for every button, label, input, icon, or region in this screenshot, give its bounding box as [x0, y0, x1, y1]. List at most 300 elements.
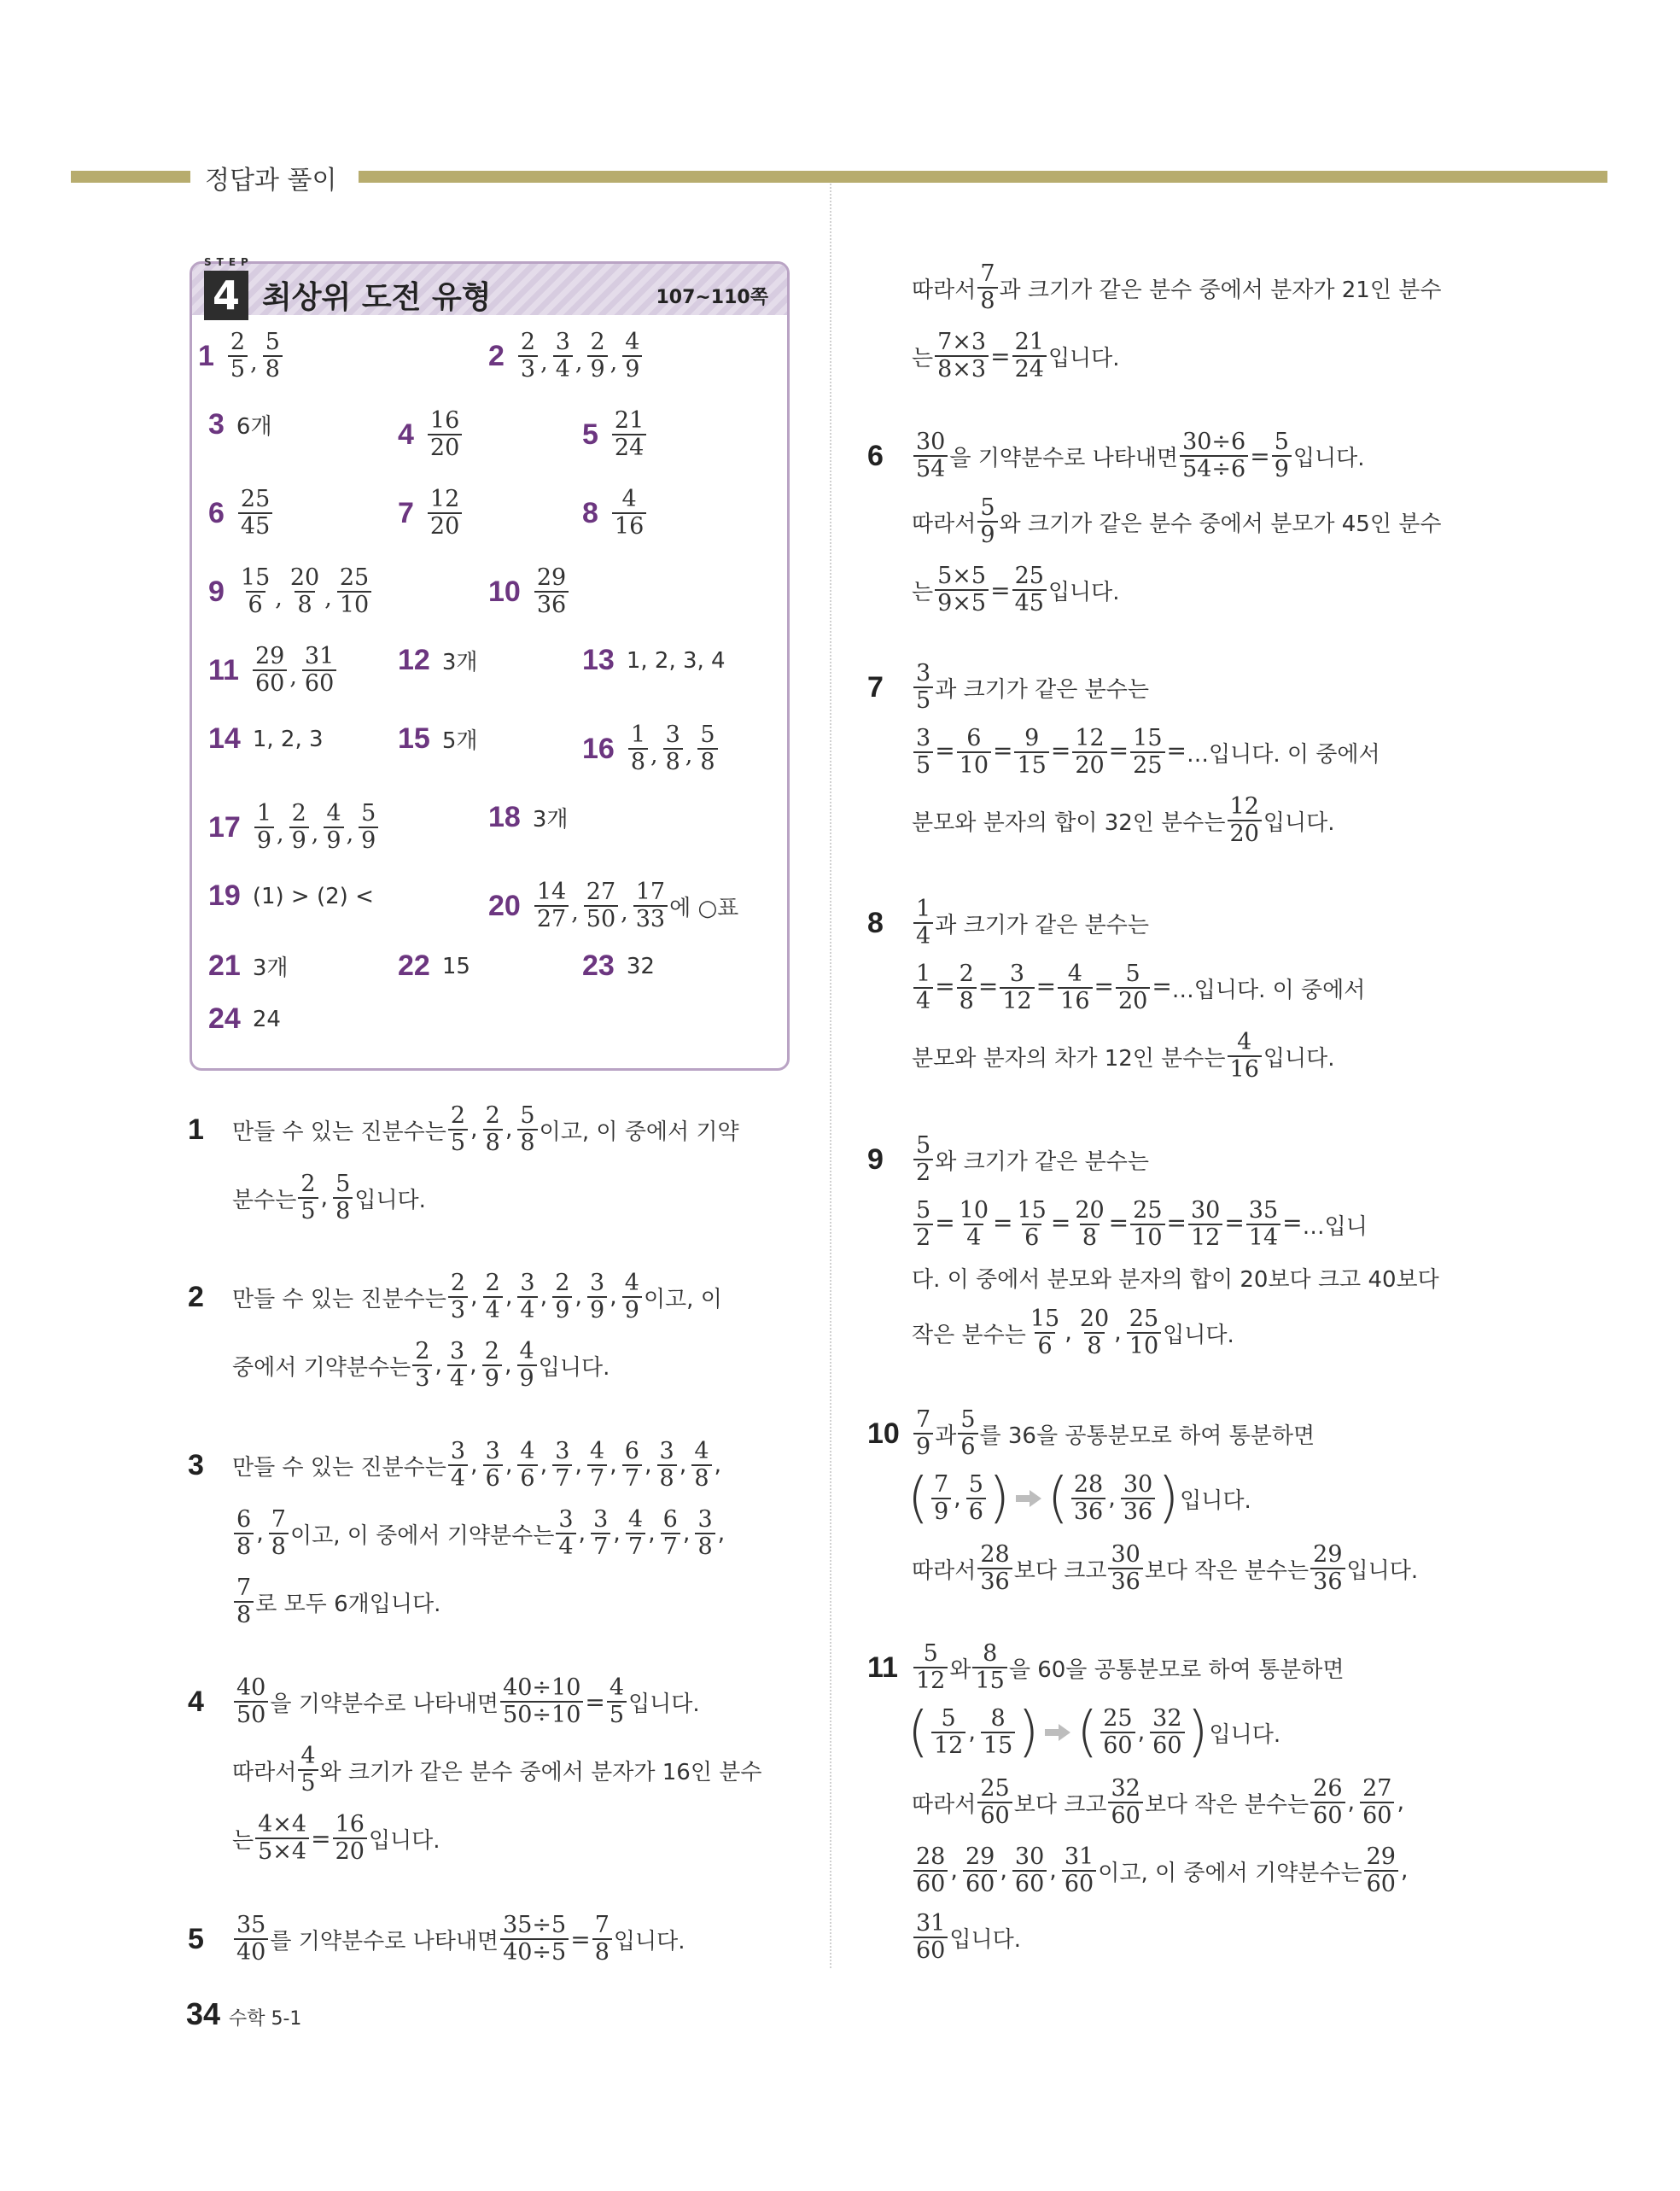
fraction-list — [1011, 330, 1048, 383]
expression-fraction: $\frac{40\div 10}{50\div 10}$ — [500, 1675, 583, 1728]
fraction: $\frac{3}{9}$ — [587, 1271, 607, 1323]
fraction: $\frac{7}{9}$ — [931, 1472, 951, 1525]
step-number: 4 — [212, 272, 240, 318]
fraction: $\frac{5}{12}$ — [913, 1641, 948, 1694]
solution-5-line-3: 는 $\frac{7\times 3}{8\times 3}$ = $\frac{21}{24}$ 입니다. — [912, 329, 1120, 383]
fraction: $\frac{5}{6}$ — [958, 1407, 977, 1460]
solution-5-line-2 — [912, 261, 1441, 314]
fraction: $\frac{2}{3}$ — [518, 330, 538, 383]
answer-12 — [398, 644, 478, 677]
fraction: $\frac{3}{7}$ — [591, 1507, 610, 1560]
fraction: $\frac{5}{8}$ — [517, 1103, 537, 1156]
solution-number: 6 — [867, 439, 884, 472]
solution-text: 와 — [949, 1656, 971, 1683]
fraction-list — [1011, 564, 1048, 616]
fraction: $\frac{7}{8}$ — [234, 1575, 254, 1628]
answer-number: 5 — [582, 418, 598, 451]
expression-fraction: $\frac{4\times 4}{5\times 4}$ — [255, 1812, 309, 1865]
answer-text: 5개 — [441, 728, 478, 754]
expression-fraction: $\frac{5\times 5}{9\times 5}$ — [935, 564, 989, 616]
answer-text: 15 — [441, 953, 470, 979]
fraction-list — [1226, 1030, 1263, 1083]
fraction-list — [232, 1913, 270, 1966]
solution-10-line-3 — [912, 1542, 1418, 1595]
solution-text: 는 — [912, 345, 934, 371]
fraction: $\frac{8}{15}$ — [972, 1641, 1006, 1694]
fraction: $\frac{15}{6}$ — [1030, 1306, 1060, 1359]
fraction: $\frac{3}{6}$ — [483, 1439, 503, 1492]
fraction: $\frac{2}{8}$ — [957, 961, 977, 1014]
step-label: STEP — [204, 256, 254, 268]
fraction: $\frac{26}{60}$ — [1310, 1776, 1345, 1829]
answer-19 — [208, 879, 374, 913]
solution-text: 입니다. — [1346, 1557, 1419, 1584]
fraction-list — [976, 261, 999, 314]
answer-9: 9 $\frac{15}{6}$ , $\frac{20}{8}$ , $\frac{25}{10}$ — [208, 565, 373, 618]
fraction: $\frac{9}{15}$ — [1014, 726, 1048, 779]
answer-22 — [398, 949, 470, 983]
fraction: $\frac{4}{6}$ — [517, 1439, 537, 1492]
answer-number: 15 — [398, 722, 430, 755]
answer-number: 3 — [208, 408, 225, 441]
solution-text: 이고, 이 중에서 기약분수는 — [289, 1522, 555, 1549]
answer-7 — [398, 487, 464, 540]
fraction: $\frac{3}{5}$ — [913, 726, 933, 779]
step-title: 최상위 도전 유형 — [262, 280, 492, 315]
fraction-list — [912, 1911, 949, 1964]
solution-text: 만들 수 있는 진분수는 — [232, 1454, 446, 1481]
solution-text: 입니다. — [613, 1928, 685, 1954]
solution-text: 다. 이 중에서 분모와 분자의 합이 20보다 크고 40보다 — [912, 1267, 1439, 1293]
answer-15 — [398, 722, 478, 756]
answer-number: 1 — [198, 339, 214, 372]
fraction-list — [591, 1913, 614, 1966]
solution-8-line-1 — [867, 896, 1150, 949]
fraction: $\frac{15}{6}$ — [240, 564, 271, 618]
fraction-list — [331, 1812, 369, 1865]
solution-9-line-4 — [912, 1306, 1234, 1359]
fraction: $\frac{25}{45}$ — [1012, 564, 1047, 616]
solution-text: 따라서 — [912, 277, 977, 303]
fraction: $\frac{1}{4}$ — [913, 897, 933, 949]
answer-text: (1) > (2) < — [252, 883, 374, 909]
solution-11-line-5 — [912, 1911, 1021, 1964]
solution-9-line-3 — [912, 1262, 1439, 1294]
fraction: $\frac{2}{8}$ — [483, 1103, 503, 1156]
solution-text: 과 크기가 같은 분수는 — [935, 912, 1150, 938]
answer-8 — [582, 487, 648, 540]
fraction-list — [912, 1407, 935, 1460]
fraction: $\frac{2}{9}$ — [482, 1339, 502, 1392]
fraction-list — [1270, 429, 1293, 482]
fraction: $\frac{2}{5}$ — [298, 1171, 318, 1224]
solution-11-line-4 — [912, 1844, 1412, 1897]
book-title: 수학 5-1 — [229, 2008, 302, 2030]
solution-number: 9 — [867, 1142, 884, 1176]
solution-text: 와 크기가 같은 분수 중에서 분모가 45인 분수 — [999, 511, 1442, 537]
fraction-list: $\frac{6}{8}$ , $\frac{7}{8}$ — [232, 1507, 290, 1560]
fraction: $\frac{25}{60}$ — [1100, 1706, 1135, 1759]
answer-text: 1, 2, 3, 4 — [626, 647, 726, 674]
solution-3-line-2 — [232, 1507, 728, 1560]
fraction: $\frac{7}{9}$ — [913, 1407, 933, 1460]
answer-number: 8 — [582, 496, 598, 529]
fraction: $\frac{3}{5}$ — [913, 661, 933, 714]
fraction-list — [912, 897, 935, 949]
fraction: $\frac{20}{8}$ — [1075, 1197, 1105, 1251]
fraction: $\frac{29}{36}$ — [1310, 1542, 1345, 1595]
fraction: $\frac{27}{50}$ — [584, 879, 618, 932]
fraction-list: $\frac{2}{5}$ , $\frac{2}{8}$ , $\frac{5}{8}$ — [446, 1103, 540, 1156]
fraction: $\frac{3}{8}$ — [663, 722, 683, 775]
fraction: $\frac{5}{9}$ — [359, 801, 378, 854]
solution-text: 중에서 기약분수는 — [232, 1354, 411, 1381]
solution-6-line-1: 6 $\frac{30}{54}$ 을 기약분수로 나타내면 $\frac{30\div 6}{54\div 6}$ = $\frac{5}{9}$ 입니다. — [867, 429, 1365, 482]
answer-6 — [208, 487, 274, 540]
solution-text: 입니다. — [628, 1691, 700, 1717]
solution-text: …입니 — [1302, 1213, 1368, 1240]
solution-text: 입니다. — [1163, 1322, 1234, 1348]
fraction: $\frac{25}{45}$ — [238, 487, 272, 540]
solution-number: 4 — [188, 1685, 204, 1718]
solution-4-line-1: 4 $\frac{40}{50}$ 을 기약분수로 나타내면 $\frac{40\div 10}{50\div 10}$ = $\frac{4}{5}$ 입니다. — [188, 1674, 700, 1728]
fraction: $\frac{14}{27}$ — [534, 879, 569, 932]
solution-text: 따라서 — [912, 1791, 977, 1818]
answer-4 — [398, 408, 464, 461]
solution-2-line-1 — [188, 1270, 722, 1323]
solution-text: 입니다. — [1047, 345, 1120, 371]
fraction: $\frac{32}{60}$ — [1150, 1706, 1184, 1759]
fraction-list — [232, 1675, 270, 1728]
answer-number: 19 — [208, 879, 241, 912]
solution-text: 입니다. — [1292, 445, 1365, 471]
answer-18 — [488, 801, 569, 834]
solution-7-line-1 — [867, 660, 1150, 714]
fraction: $\frac{35}{40}$ — [234, 1913, 268, 1966]
solution-9-line-1 — [867, 1132, 1150, 1186]
answer-number: 10 — [488, 575, 521, 608]
fraction: $\frac{4}{8}$ — [691, 1439, 711, 1492]
fraction: $\frac{5}{9}$ — [1272, 429, 1292, 482]
fraction: $\frac{2}{9}$ — [587, 330, 607, 383]
fraction: $\frac{4}{16}$ — [1228, 1030, 1262, 1083]
answer-number: 23 — [582, 949, 615, 982]
solution-11-line-3 — [912, 1776, 1408, 1829]
fraction: $\frac{7}{8}$ — [269, 1507, 289, 1560]
fraction: $\frac{30}{60}$ — [1012, 1844, 1047, 1897]
answer-24 — [208, 1002, 281, 1036]
fraction: $\frac{4}{9}$ — [324, 801, 343, 854]
fraction: $\frac{3}{4}$ — [447, 1339, 467, 1392]
fraction: $\frac{4}{16}$ — [612, 487, 646, 540]
fraction-list — [976, 495, 999, 548]
answer-number: 4 — [398, 418, 414, 451]
expression-fraction: $\frac{7\times 3}{8\times 3}$ — [935, 330, 989, 383]
solution-text: 과 크기가 같은 분수 중에서 분자가 21인 분수 — [999, 277, 1442, 303]
fraction: $\frac{17}{33}$ — [633, 879, 668, 932]
column-divider — [830, 184, 831, 1968]
fraction: $\frac{10}{4}$ — [959, 1197, 989, 1251]
solution-text: 을 60을 공통분모로 하여 통분하면 — [1008, 1656, 1345, 1683]
answer-5 — [582, 408, 648, 461]
fraction: $\frac{4}{9}$ — [517, 1339, 537, 1392]
fraction-list: $\frac{15}{6}$ , $\frac{20}{8}$ , $\frac{25}{10}$ — [1026, 1306, 1163, 1359]
answer-suffix: 에 ○표 — [669, 895, 739, 921]
fraction: $\frac{25}{10}$ — [1130, 1198, 1164, 1251]
fraction: $\frac{30}{12}$ — [1188, 1198, 1222, 1251]
answer-10 — [488, 565, 570, 618]
answer-14 — [208, 722, 324, 756]
fraction: $\frac{3}{12}$ — [1000, 961, 1034, 1014]
solution-text: 이고, 이 중에서 기약분수는 — [1098, 1860, 1362, 1886]
fraction: $\frac{1}{8}$ — [628, 722, 648, 775]
fraction: $\frac{5}{6}$ — [966, 1472, 986, 1525]
solution-1-line-1 — [188, 1102, 739, 1156]
solution-text: 입니다. — [1263, 1045, 1335, 1072]
fraction-list — [1106, 1542, 1144, 1595]
fraction: $\frac{8}{15}$ — [981, 1706, 1015, 1759]
equivalent-chain: $\frac{5}{2}$ = $\frac{10}{4}$ = $\frac{15}{6}$ = $\frac{20}{8}$ = $\frac{25}{10}$ = $\frac{30}{12}$ = $\frac{35}{14}$ = — [912, 1198, 1303, 1251]
fraction-list: $\frac{28}{60}$ , $\frac{29}{60}$ , $\frac{30}{60}$ , $\frac{31}{60}$ — [912, 1844, 1098, 1897]
fraction: $\frac{5}{8}$ — [697, 722, 717, 775]
answer-number: 17 — [208, 810, 241, 844]
answer-number: 2 — [488, 339, 505, 372]
fraction: $\frac{3}{4}$ — [448, 1439, 468, 1492]
fraction: $\frac{5}{8}$ — [333, 1171, 353, 1224]
fraction-list: $\frac{7}{9}$ , $\frac{5}{6}$ — [930, 1472, 988, 1525]
solution-number: 2 — [188, 1280, 204, 1313]
answer-number: 7 — [398, 496, 414, 529]
fraction: $\frac{31}{60}$ — [1062, 1844, 1096, 1897]
solution-number: 3 — [188, 1448, 204, 1481]
answer-21 — [208, 949, 289, 983]
fraction: $\frac{12}{20}$ — [1228, 794, 1262, 847]
fraction: $\frac{30}{36}$ — [1108, 1542, 1142, 1595]
answer-16: 16 $\frac{1}{8}$ , $\frac{3}{8}$ , $\frac{5}{8}$ — [582, 722, 720, 775]
fraction: $\frac{31}{60}$ — [302, 644, 336, 697]
answer-11: 11 $\frac{29}{60}$ , $\frac{31}{60}$ — [208, 644, 338, 697]
fraction: $\frac{20}{8}$ — [1079, 1306, 1110, 1359]
answer-text: 24 — [252, 1006, 281, 1032]
solution-text: 는 — [232, 1827, 254, 1854]
fraction: $\frac{4}{5}$ — [298, 1744, 318, 1797]
fraction: $\frac{5}{20}$ — [1116, 961, 1150, 1014]
fraction-list: $\frac{3}{4}$ , $\frac{3}{7}$ , $\frac{4}{7}$ , $\frac{6}{7}$ , $\frac{3}{8}$ , — [554, 1507, 728, 1560]
solution-text: 입니다. — [1180, 1487, 1251, 1514]
solution-9-line-2 — [912, 1198, 1368, 1251]
fraction: $\frac{12}{20}$ — [1072, 726, 1106, 779]
fraction-list — [971, 1641, 1008, 1694]
fraction: $\frac{4}{9}$ — [622, 1271, 642, 1323]
fraction: $\frac{6}{7}$ — [622, 1439, 642, 1492]
equivalent-chain: $\frac{1}{4}$ = $\frac{2}{8}$ = $\frac{3}{12}$ = $\frac{4}{16}$ = $\frac{5}{20}$ = — [912, 961, 1172, 1014]
answer-2: 2 $\frac{2}{3}$ , $\frac{3}{4}$ , $\frac{2}{9}$ , $\frac{4}{9}$ — [488, 330, 644, 383]
fraction: $\frac{29}{60}$ — [1364, 1844, 1398, 1897]
header-bar-right — [359, 171, 1607, 183]
solution-text: 만들 수 있는 진분수는 — [232, 1286, 446, 1312]
answer-number: 11 — [208, 653, 239, 687]
fraction: $\frac{3}{7}$ — [552, 1439, 572, 1492]
fraction-list — [976, 1542, 1013, 1595]
fraction-list — [912, 661, 935, 714]
fraction-list — [912, 1133, 935, 1186]
solution-text: 를 36을 공통분모로 하여 통분하면 — [979, 1423, 1315, 1449]
fraction: $\frac{2}{5}$ — [448, 1103, 468, 1156]
fraction-list — [296, 1744, 319, 1797]
solution-text: 와 크기가 같은 분수는 — [935, 1148, 1150, 1175]
solution-3-line-3 — [232, 1575, 440, 1628]
fraction: $\frac{3}{4}$ — [553, 330, 573, 383]
fraction-list: $\frac{28}{36}$ , $\frac{30}{36}$ — [1070, 1472, 1157, 1525]
solution-text: 보다 작은 분수는 — [1144, 1791, 1310, 1818]
solution-3-line-1 — [188, 1438, 725, 1492]
answer-13 — [582, 644, 726, 677]
arrow-right-icon — [1045, 1724, 1070, 1741]
answer-number: 6 — [208, 496, 225, 529]
solution-number: 10 — [867, 1417, 900, 1450]
solution-number: 5 — [188, 1922, 204, 1955]
solution-text: 보다 크고 — [1013, 1791, 1107, 1818]
answer-text: 3개 — [441, 650, 478, 675]
fraction: $\frac{6}{10}$ — [957, 726, 991, 779]
fraction: $\frac{25}{60}$ — [977, 1776, 1012, 1829]
solution-11-line-2: ( $\frac{5}{12}$ , $\frac{8}{15}$ ) ( $\frac{25}{60}$ , $\frac{32}{60}$ ) 입니다. — [907, 1701, 1281, 1764]
solution-4-line-2 — [232, 1744, 761, 1797]
solution-10-line-1 — [867, 1406, 1315, 1460]
fraction: $\frac{2}{5}$ — [228, 330, 248, 383]
fraction: $\frac{7}{8}$ — [592, 1913, 612, 1966]
fraction: $\frac{4}{7}$ — [626, 1507, 645, 1560]
fraction-list: $\frac{5}{12}$ , $\frac{8}{15}$ — [930, 1706, 1017, 1759]
solution-10-line-2: ( $\frac{7}{9}$ , $\frac{5}{6}$ ) ( $\frac{28}{36}$ , $\frac{30}{36}$ ) 입니다. — [907, 1467, 1251, 1530]
fraction: $\frac{21}{24}$ — [612, 408, 646, 461]
answer-20: 20 $\frac{14}{27}$ , $\frac{27}{50}$ , $\frac{17}{33}$ 에 ○표 — [488, 879, 739, 932]
solution-4-line-3: 는 $\frac{4\times 4}{5\times 4}$ = $\frac{16}{20}$ 입니다. — [232, 1811, 440, 1865]
fraction-list: $\frac{29}{60}$ , — [1362, 1844, 1412, 1897]
fraction: $\frac{5}{9}$ — [977, 495, 997, 548]
solution-text: 따라서 — [912, 511, 977, 537]
fraction: $\frac{20}{8}$ — [289, 564, 320, 618]
answer-number: 9 — [208, 575, 225, 608]
fraction-list: $\frac{2}{5}$ , $\frac{5}{8}$ — [296, 1171, 354, 1224]
fraction: $\frac{30}{54}$ — [913, 429, 948, 482]
step-pages: 107~110쪽 — [656, 287, 768, 308]
solution-8-line-3 — [912, 1030, 1335, 1083]
solution-text: 분수는 — [232, 1187, 297, 1213]
solution-text: 입니다. — [1209, 1721, 1281, 1748]
fraction: $\frac{4}{9}$ — [622, 330, 642, 383]
fraction: $\frac{40}{50}$ — [234, 1675, 268, 1728]
page-header — [0, 162, 1680, 196]
answer-number: 20 — [488, 889, 521, 922]
fraction: $\frac{4}{5}$ — [607, 1675, 627, 1728]
solution-6-line-2 — [912, 495, 1441, 548]
solution-text: 는 — [912, 579, 934, 605]
fraction-list — [912, 1641, 949, 1694]
fraction: $\frac{2}{9}$ — [552, 1271, 572, 1323]
fraction: $\frac{28}{60}$ — [913, 1844, 948, 1897]
solution-text: 입니다. — [354, 1187, 426, 1213]
header-title: 정답과 풀이 — [205, 166, 337, 196]
fraction: $\frac{5}{2}$ — [913, 1198, 933, 1251]
fraction-list — [956, 1407, 979, 1460]
fraction: $\frac{2}{4}$ — [483, 1271, 503, 1323]
solution-text: 따라서 — [232, 1759, 297, 1785]
answer-text: 1, 2, 3 — [252, 726, 324, 752]
fraction: $\frac{16}{20}$ — [428, 408, 462, 461]
solution-number: 11 — [867, 1651, 898, 1684]
answer-text: 3개 — [532, 807, 569, 833]
solution-text: 만들 수 있는 진분수는 — [232, 1119, 446, 1145]
fraction: $\frac{3}{8}$ — [657, 1439, 677, 1492]
fraction-list — [912, 429, 949, 482]
fraction-list — [1309, 1542, 1346, 1595]
fraction-list — [232, 1575, 255, 1628]
solution-text: 로 모두 6개입니다. — [255, 1591, 441, 1617]
fraction: $\frac{5}{12}$ — [931, 1706, 965, 1759]
solution-text: 이고, 이 중에서 기약 — [539, 1119, 739, 1145]
fraction: $\frac{3}{4}$ — [517, 1271, 537, 1323]
fraction-list: $\frac{2}{3}$ , $\frac{2}{4}$ , $\frac{3}{4}$ , $\frac{2}{9}$ , $\frac{3}{9}$ , $\frac{4}{9}$ — [446, 1271, 644, 1323]
answer-text: 3개 — [252, 955, 289, 981]
solution-text: 를 기약분수로 나타내면 — [270, 1928, 499, 1954]
step4-header — [192, 256, 787, 318]
expression-fraction: $\frac{30\div 6}{54\div 6}$ — [1180, 429, 1248, 482]
answer-number: 22 — [398, 949, 430, 982]
answer-number: 13 — [582, 644, 615, 676]
solution-text: 보다 크고 — [1013, 1557, 1107, 1584]
solution-8-line-2 — [912, 961, 1365, 1014]
fraction: $\frac{3}{8}$ — [695, 1507, 715, 1560]
answer-number: 18 — [488, 801, 521, 833]
solution-text: 을 기약분수로 나타내면 — [270, 1691, 499, 1717]
solution-text: …입니다. 이 중에서 — [1171, 977, 1366, 1003]
fraction: $\frac{15}{6}$ — [1017, 1197, 1047, 1251]
answer-1: 1 $\frac{2}{5}$ , $\frac{5}{8}$ — [198, 330, 284, 383]
fraction: $\frac{27}{60}$ — [1360, 1776, 1394, 1829]
fraction: $\frac{6}{8}$ — [234, 1507, 254, 1560]
fraction-list — [605, 1675, 628, 1728]
solution-11-line-1 — [867, 1640, 1345, 1694]
solution-text: 와 크기가 같은 분수 중에서 분자가 16인 분수 — [319, 1759, 762, 1785]
solution-text: 따라서 — [912, 1557, 977, 1584]
solution-text: 보다 작은 분수는 — [1144, 1557, 1310, 1584]
answer-3 — [208, 408, 272, 441]
fraction-list: $\frac{26}{60}$ , $\frac{27}{60}$ , — [1309, 1776, 1408, 1829]
solution-text: …입니다. 이 중에서 — [1186, 741, 1380, 768]
page-number: 34 — [186, 1996, 221, 2031]
fraction: $\frac{6}{7}$ — [661, 1507, 680, 1560]
fraction: $\frac{2}{9}$ — [289, 801, 309, 854]
solution-text: 분모와 분자의 차가 12인 분수는 — [912, 1045, 1226, 1072]
solution-number: 8 — [867, 906, 884, 939]
fraction-list: $\frac{3}{4}$ , $\frac{3}{6}$ , $\frac{4}{6}$ , $\frac{3}{7}$ , $\frac{4}{7}$ , $\frac{6}{7}$ , $\frac{3}{8}$ , $\frac{4}{8}$ , — [446, 1439, 725, 1492]
answer-number: 24 — [208, 1002, 241, 1035]
fraction-list: $\frac{25}{60}$ , $\frac{32}{60}$ — [1099, 1706, 1186, 1759]
header-bar-left — [71, 171, 190, 183]
solution-2-line-2 — [232, 1339, 610, 1392]
fraction: $\frac{5}{2}$ — [913, 1133, 933, 1186]
fraction: $\frac{2}{3}$ — [448, 1271, 468, 1323]
answer-text: 32 — [626, 953, 655, 979]
solution-text: 과 — [935, 1423, 957, 1449]
answer-17: 17 $\frac{1}{9}$ , $\frac{2}{9}$ , $\frac{4}{9}$ , $\frac{5}{9}$ — [208, 801, 380, 854]
fraction: $\frac{3}{4}$ — [556, 1507, 575, 1560]
fraction: $\frac{2}{3}$ — [412, 1339, 432, 1392]
fraction: $\frac{1}{4}$ — [913, 961, 933, 1014]
fraction: $\frac{4}{16}$ — [1058, 961, 1092, 1014]
fraction: $\frac{15}{25}$ — [1130, 726, 1164, 779]
